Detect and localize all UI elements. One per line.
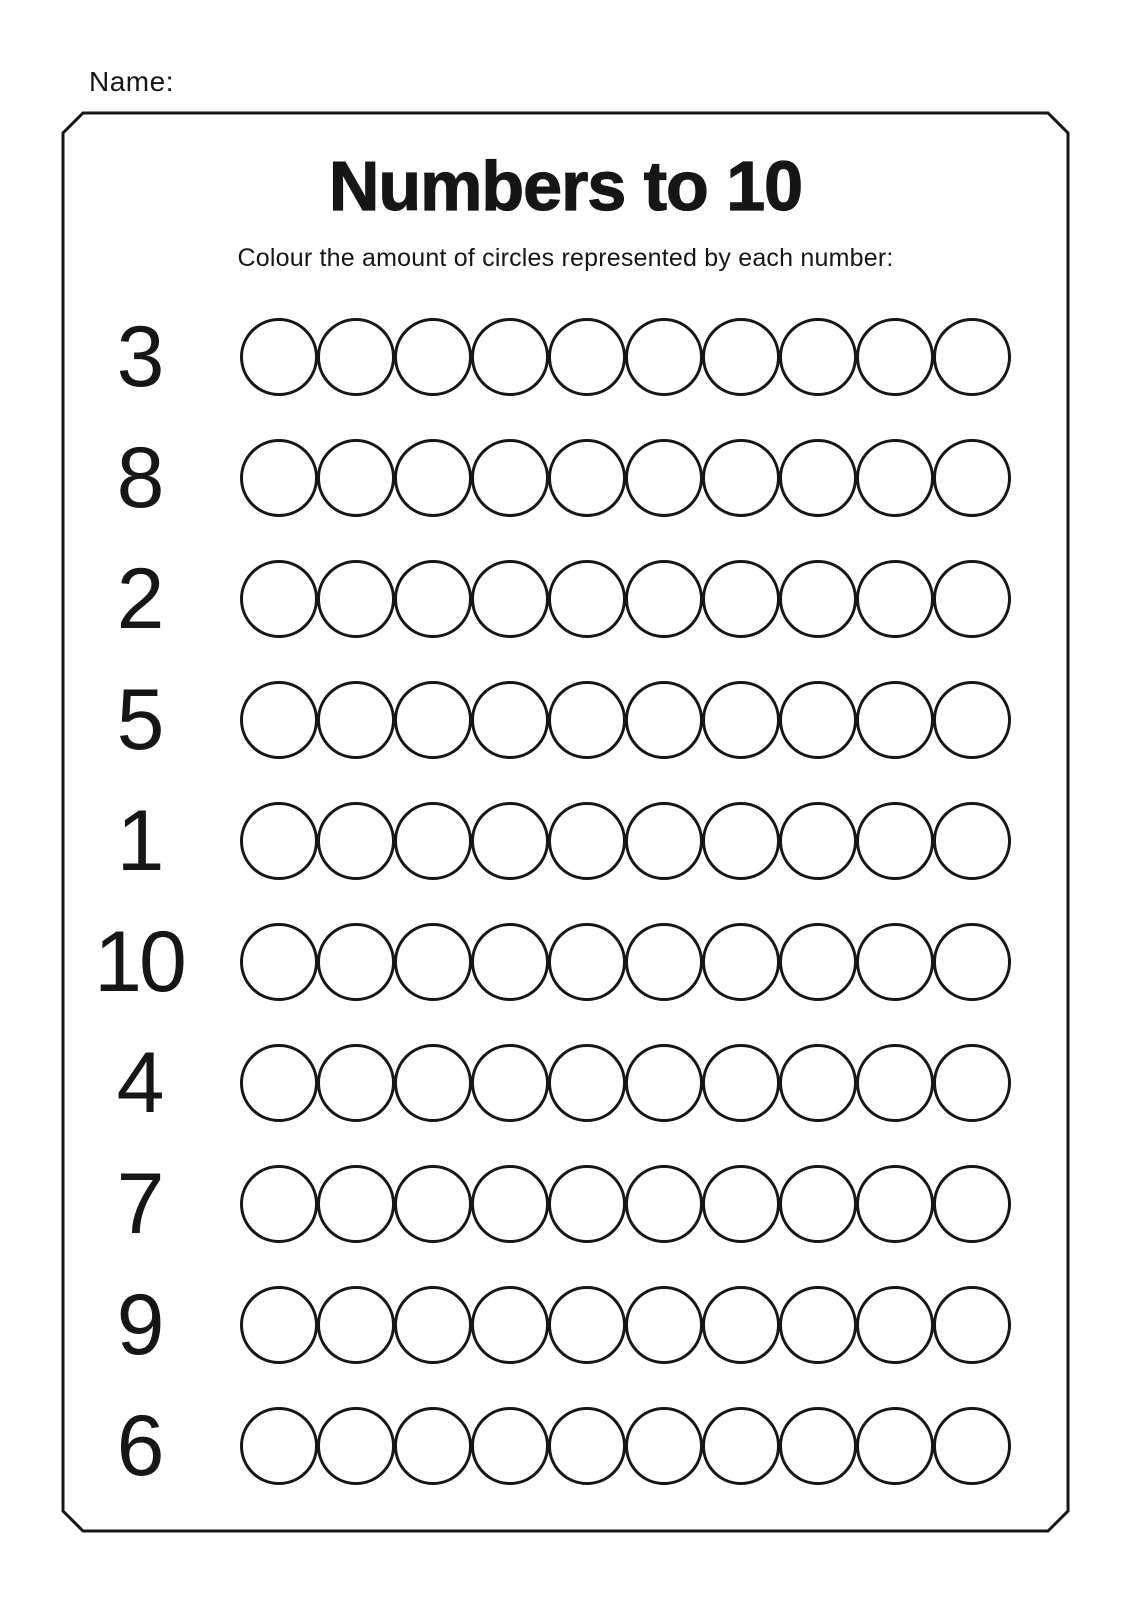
worksheet-row (0, 430, 1131, 526)
worksheet-row (0, 672, 1131, 768)
colour-circle[interactable] (702, 560, 780, 638)
colour-circle[interactable] (394, 1407, 472, 1485)
colour-circle[interactable] (548, 1165, 626, 1243)
colour-circle[interactable] (702, 439, 780, 517)
colour-circle[interactable] (471, 802, 549, 880)
colour-circle[interactable] (394, 923, 472, 1001)
colour-circle[interactable] (856, 681, 934, 759)
colour-circle[interactable] (394, 1044, 472, 1122)
colour-circle[interactable] (933, 439, 1011, 517)
colour-circle[interactable] (240, 318, 318, 396)
colour-circle[interactable] (471, 560, 549, 638)
colour-circle[interactable] (933, 1407, 1011, 1485)
row-circles (240, 318, 1011, 396)
colour-circle[interactable] (317, 923, 395, 1001)
colour-circle[interactable] (625, 439, 703, 517)
colour-circle[interactable] (240, 681, 318, 759)
colour-circle[interactable] (779, 560, 857, 638)
row-circles (240, 439, 1011, 517)
colour-circle[interactable] (702, 681, 780, 759)
colour-circle[interactable] (702, 318, 780, 396)
colour-circle[interactable] (240, 1044, 318, 1122)
name-label: Name: (89, 66, 174, 97)
worksheet-row (0, 1156, 1131, 1252)
colour-circle[interactable] (471, 1044, 549, 1122)
colour-circle[interactable] (471, 318, 549, 396)
colour-circle[interactable] (317, 318, 395, 396)
colour-circle[interactable] (625, 923, 703, 1001)
colour-circle[interactable] (548, 1044, 626, 1122)
colour-circle[interactable] (779, 1044, 857, 1122)
colour-circle[interactable] (625, 1165, 703, 1243)
row-number: 8 (116, 430, 162, 526)
row-number: 5 (116, 672, 162, 768)
worksheet-row (0, 914, 1131, 1010)
colour-circle[interactable] (394, 1286, 472, 1364)
colour-circle[interactable] (779, 439, 857, 517)
colour-circle[interactable] (779, 1286, 857, 1364)
colour-circle[interactable] (240, 439, 318, 517)
colour-circle[interactable] (933, 923, 1011, 1001)
colour-circle[interactable] (317, 439, 395, 517)
colour-circle[interactable] (625, 1286, 703, 1364)
row-number: 1 (116, 793, 162, 889)
row-circles (240, 681, 1011, 759)
worksheet-row (0, 1277, 1131, 1373)
row-circles (240, 1286, 1011, 1364)
row-circles (240, 1165, 1011, 1243)
colour-circle[interactable] (856, 1407, 934, 1485)
row-number: 10 (94, 914, 184, 1010)
row-circles (240, 1044, 1011, 1122)
colour-circle[interactable] (317, 1165, 395, 1243)
colour-circle[interactable] (548, 1407, 626, 1485)
page-title: Numbers to 10 (328, 147, 803, 225)
colour-circle[interactable] (933, 560, 1011, 638)
colour-circle[interactable] (548, 439, 626, 517)
colour-circle[interactable] (779, 318, 857, 396)
worksheet-row (0, 1398, 1131, 1494)
colour-circle[interactable] (394, 802, 472, 880)
row-number: 9 (116, 1277, 162, 1373)
colour-circle[interactable] (625, 1407, 703, 1485)
worksheet-row (0, 551, 1131, 647)
colour-circle[interactable] (625, 681, 703, 759)
row-number: 6 (116, 1398, 162, 1494)
colour-circle[interactable] (625, 802, 703, 880)
colour-circle[interactable] (702, 1165, 780, 1243)
colour-circle[interactable] (394, 681, 472, 759)
row-circles (240, 560, 1011, 638)
colour-circle[interactable] (933, 1044, 1011, 1122)
row-number: 3 (116, 309, 162, 405)
worksheet-row (0, 793, 1131, 889)
colour-circle[interactable] (394, 318, 472, 396)
colour-circle[interactable] (548, 923, 626, 1001)
colour-circle[interactable] (856, 1044, 934, 1122)
colour-circle[interactable] (933, 802, 1011, 880)
colour-circle[interactable] (933, 1165, 1011, 1243)
worksheet-row (0, 309, 1131, 405)
instruction-text: Colour the amount of circles represented by each number: (237, 244, 894, 272)
colour-circle[interactable] (856, 923, 934, 1001)
colour-circle[interactable] (548, 1286, 626, 1364)
row-circles (240, 1407, 1011, 1485)
colour-circle[interactable] (240, 923, 318, 1001)
colour-circle[interactable] (394, 439, 472, 517)
colour-circle[interactable] (240, 802, 318, 880)
colour-circle[interactable] (779, 1165, 857, 1243)
row-number: 4 (116, 1035, 162, 1131)
colour-circle[interactable] (625, 560, 703, 638)
colour-circle[interactable] (317, 1044, 395, 1122)
colour-circle[interactable] (240, 1165, 318, 1243)
worksheet-row (0, 1035, 1131, 1131)
colour-circle[interactable] (702, 923, 780, 1001)
colour-circle[interactable] (471, 1407, 549, 1485)
colour-circle[interactable] (317, 802, 395, 880)
colour-circle[interactable] (702, 802, 780, 880)
colour-circle[interactable] (702, 1044, 780, 1122)
colour-circle[interactable] (317, 1286, 395, 1364)
colour-circle[interactable] (317, 560, 395, 638)
colour-circle[interactable] (856, 560, 934, 638)
colour-circle[interactable] (471, 1286, 549, 1364)
colour-circle[interactable] (471, 439, 549, 517)
colour-circle[interactable] (625, 1044, 703, 1122)
colour-circle[interactable] (471, 923, 549, 1001)
colour-circle[interactable] (779, 802, 857, 880)
colour-circle[interactable] (548, 560, 626, 638)
colour-circle[interactable] (856, 1165, 934, 1243)
worksheet-rows (0, 309, 1131, 1494)
colour-circle[interactable] (856, 318, 934, 396)
colour-circle[interactable] (548, 802, 626, 880)
colour-circle[interactable] (240, 1407, 318, 1485)
colour-circle[interactable] (471, 1165, 549, 1243)
row-circles (240, 802, 1011, 880)
colour-circle[interactable] (856, 1286, 934, 1364)
colour-circle[interactable] (702, 1286, 780, 1364)
colour-circle[interactable] (933, 1286, 1011, 1364)
colour-circle[interactable] (317, 1407, 395, 1485)
colour-circle[interactable] (779, 681, 857, 759)
colour-circle[interactable] (779, 923, 857, 1001)
row-number: 7 (116, 1156, 162, 1252)
row-circles (240, 923, 1011, 1001)
colour-circle[interactable] (856, 802, 934, 880)
colour-circle[interactable] (471, 681, 549, 759)
colour-circle[interactable] (240, 1286, 318, 1364)
colour-circle[interactable] (702, 1407, 780, 1485)
colour-circle[interactable] (856, 439, 934, 517)
colour-circle[interactable] (317, 681, 395, 759)
colour-circle[interactable] (548, 681, 626, 759)
colour-circle[interactable] (779, 1407, 857, 1485)
colour-circle[interactable] (548, 318, 626, 396)
row-number: 2 (116, 551, 162, 647)
colour-circle[interactable] (394, 1165, 472, 1243)
colour-circle[interactable] (933, 318, 1011, 396)
colour-circle[interactable] (240, 560, 318, 638)
colour-circle[interactable] (394, 560, 472, 638)
colour-circle[interactable] (625, 318, 703, 396)
colour-circle[interactable] (933, 681, 1011, 759)
